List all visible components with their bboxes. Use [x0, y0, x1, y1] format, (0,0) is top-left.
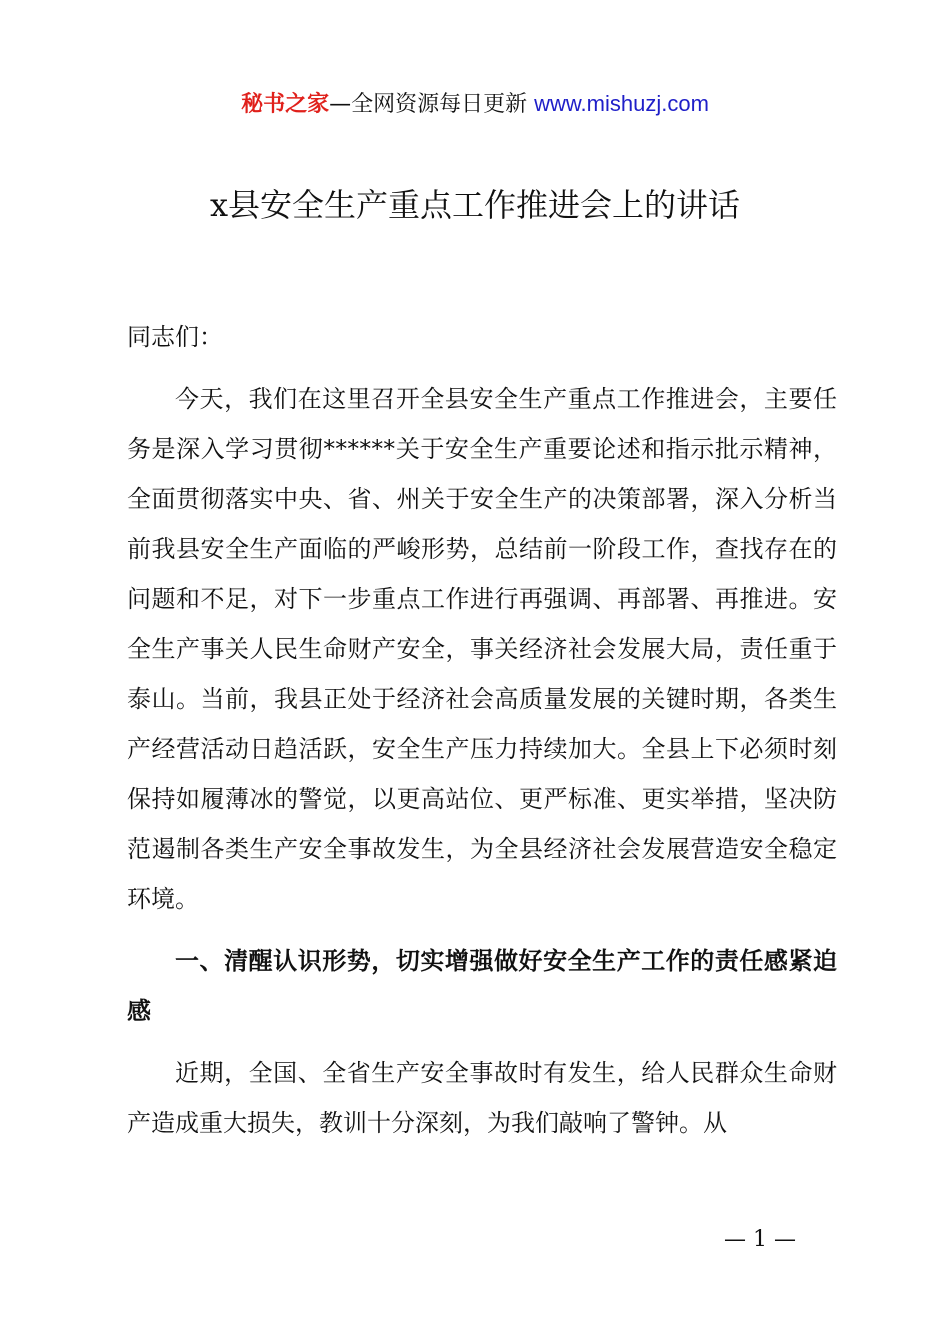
document-body — [127, 312, 837, 1160]
site-header — [0, 88, 950, 121]
document-title — [0, 181, 950, 229]
salutation: 同志们： — [127, 323, 223, 351]
intro-paragraph: 今天，我们在这里召开全县安全生产重点工作推进会，主要任务是深入学习贯彻******关于安全生产重要论述和指示批示精神，全面贯彻落实中央、省、州关于安全生产的决策部署，深入分析当前我县安全生产面临的严峻形势，总结前一阶段工作，查找存在的问题和不足，对下一步重点工作进行再强调、再部署、再推进。安全生产事关人民生命财产安全，事关经济社会发展大局，责任重于泰山。当前，我县正处于经济社会高质量发展的关键时期，各类生产经营活动日趋活跃，安全生产压力持续加大。全县上下必须时刻保持如履薄冰的警觉，以更高站位、更严标准、更实举措，坚决防范遏制各类生产安全事故发生，为全县经济社会发展营造安全稳定环境。 — [127, 385, 837, 913]
title-prefix: x — [209, 186, 229, 224]
section-heading: 一、清醒认识形势，切实增强做好安全生产工作的责任感紧迫感 — [127, 947, 837, 1025]
brand-name: 秘书之家 — [241, 92, 330, 117]
header-tagline: —全网资源每日更新 — [329, 92, 535, 117]
section-paragraph: 近期，全国、全省生产安全事故时有发生，给人民群众生命财产造成重大损失，教训十分深刻，为我们敲响了警钟。从 — [127, 1059, 837, 1137]
site-url[interactable]: www.mishuzj.com — [534, 91, 709, 116]
page-number: — 1 — — [724, 1227, 796, 1252]
title-main: 县安全生产重点工作推进会上的讲话 — [228, 186, 741, 224]
